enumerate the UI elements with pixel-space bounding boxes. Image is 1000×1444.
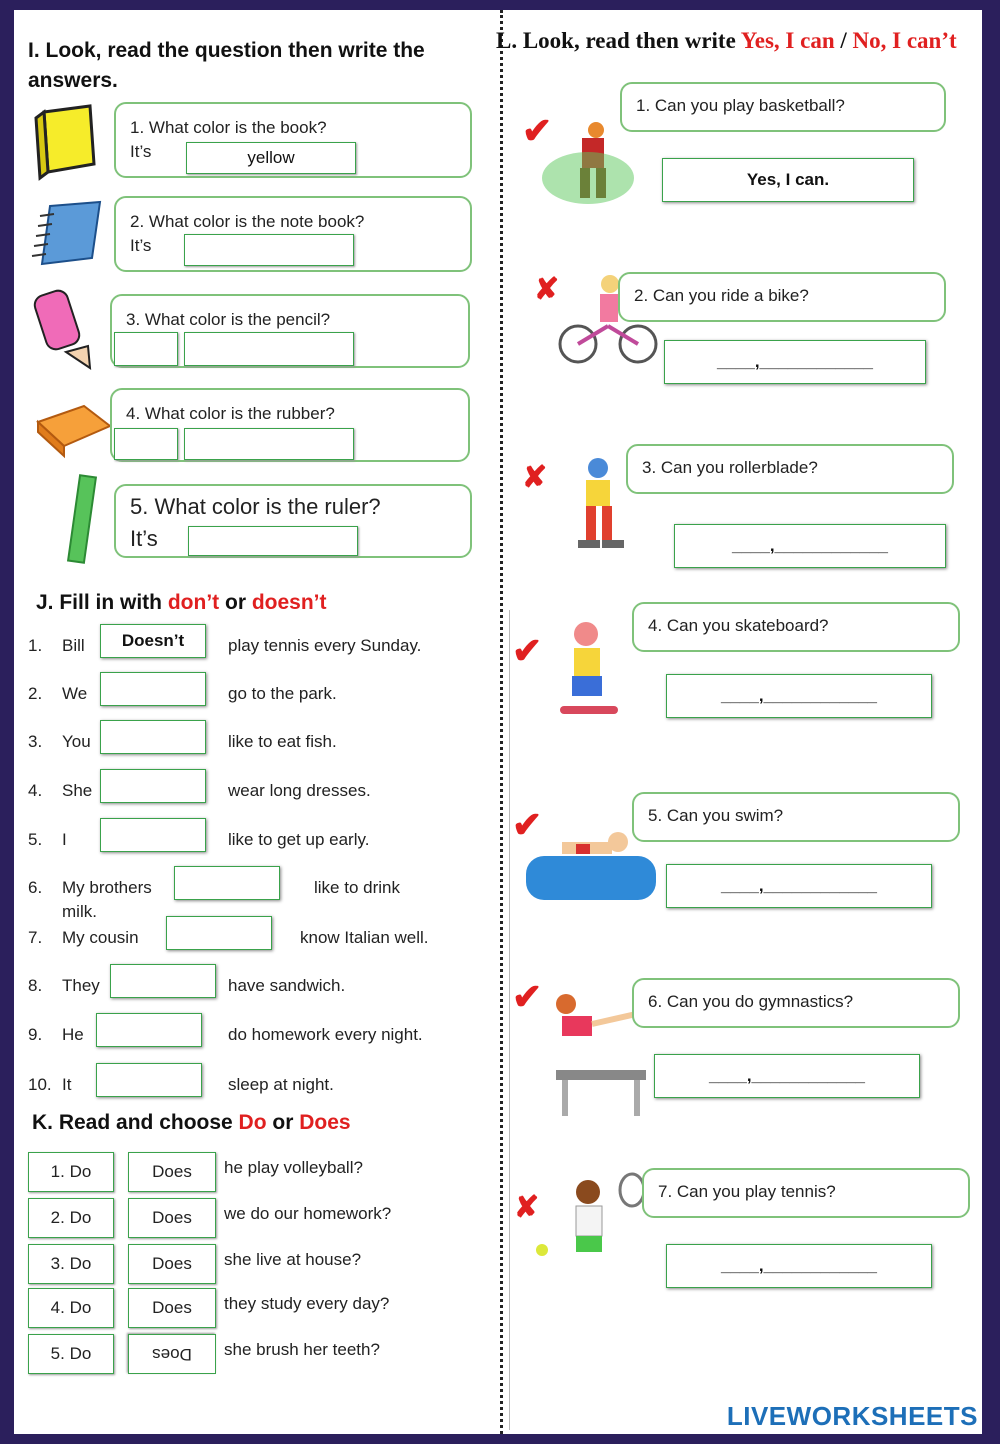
answer-input[interactable]: ____,____________ bbox=[654, 1054, 920, 1098]
question-text: 3. Can you rollerblade? bbox=[642, 458, 818, 477]
choice-sentence: they study every day? bbox=[224, 1294, 390, 1313]
answer-input-1[interactable]: yellow bbox=[186, 142, 356, 174]
answer-input[interactable]: ____,____________ bbox=[666, 864, 932, 908]
question-box bbox=[626, 444, 954, 494]
fill-input[interactable] bbox=[166, 916, 272, 950]
column-divider-thin bbox=[509, 610, 510, 1430]
item-subject: I bbox=[62, 830, 67, 849]
fill-input[interactable] bbox=[96, 1013, 202, 1047]
cross-mark-icon: ✘ bbox=[534, 273, 560, 306]
title-text: J. Fill in with bbox=[36, 591, 168, 614]
question-text: 1. What color is the book? bbox=[130, 118, 327, 137]
fill-input[interactable] bbox=[110, 964, 216, 998]
choice-sentence: he play volleyball? bbox=[224, 1158, 363, 1177]
answer-input-4a[interactable] bbox=[114, 428, 178, 460]
question-box-4 bbox=[110, 388, 470, 462]
keyword-dont: don’t bbox=[167, 591, 220, 614]
section-j-title bbox=[36, 588, 327, 618]
answer-input[interactable]: Yes, I can. bbox=[662, 158, 914, 202]
question-text: 5. Can you swim? bbox=[648, 806, 784, 825]
item-number: 7. bbox=[28, 928, 43, 947]
title-slash: / bbox=[834, 28, 853, 53]
choice-sentence: she live at house? bbox=[224, 1250, 362, 1269]
item-number: 2. bbox=[28, 684, 43, 703]
item-subject: My cousin bbox=[62, 928, 139, 947]
item-subject: They bbox=[62, 976, 100, 995]
choice-does-button[interactable]: Does bbox=[128, 1198, 216, 1238]
item-subject: She bbox=[62, 781, 93, 800]
choice-sentence: she brush her teeth? bbox=[224, 1340, 380, 1359]
worksheet-page bbox=[14, 10, 982, 1434]
title-text: L. Look, read then write bbox=[496, 28, 741, 53]
keyword-do: Do bbox=[238, 1111, 267, 1134]
cross-mark-icon: ✘ bbox=[514, 1191, 540, 1224]
question-text: 6. Can you do gymnastics? bbox=[648, 992, 854, 1011]
item-rest: like to drink bbox=[314, 878, 400, 897]
question-box-2 bbox=[114, 196, 472, 272]
item-number: 4. bbox=[28, 781, 43, 800]
question-box bbox=[618, 272, 946, 322]
item-rest: wear long dresses. bbox=[228, 781, 371, 800]
ruler-icon bbox=[64, 472, 110, 568]
answer-input[interactable]: ____,____________ bbox=[674, 524, 946, 568]
choice-do-button[interactable]: 2. Do bbox=[28, 1198, 114, 1238]
item-rest: play tennis every Sunday. bbox=[228, 636, 422, 655]
fill-input[interactable] bbox=[174, 866, 280, 900]
fill-input[interactable] bbox=[96, 1063, 202, 1097]
item-subject: He bbox=[62, 1025, 84, 1044]
title-or: or bbox=[266, 1111, 300, 1134]
check-mark-icon: ✔ bbox=[512, 976, 543, 1017]
check-mark-icon: ✔ bbox=[512, 804, 543, 845]
title-or: or bbox=[219, 591, 252, 614]
answer-input-5[interactable] bbox=[188, 526, 358, 556]
cross-mark-icon: ✘ bbox=[522, 461, 548, 494]
item-subject: My brothers bbox=[62, 878, 152, 897]
keyword-does: Does bbox=[299, 1111, 351, 1134]
choice-does-button[interactable]: Does bbox=[128, 1152, 216, 1192]
question-box-5 bbox=[114, 484, 472, 558]
choice-does-button[interactable]: Does bbox=[128, 1288, 216, 1328]
keyword-yes: Yes, I can bbox=[740, 28, 835, 53]
item-number: 9. bbox=[28, 1025, 43, 1044]
answer-lead: It’s bbox=[130, 142, 152, 161]
item-subject: It bbox=[62, 1075, 72, 1094]
item-rest: have sandwich. bbox=[228, 976, 346, 995]
rubber-icon bbox=[34, 400, 114, 460]
question-box bbox=[632, 978, 960, 1028]
item-number: 1. bbox=[28, 636, 43, 655]
answer-lead: It’s bbox=[130, 236, 152, 255]
answer-lead: It’s bbox=[130, 526, 158, 551]
question-text: 2. What color is the note book? bbox=[130, 212, 365, 231]
question-text: 3. What color is the pencil? bbox=[126, 310, 331, 329]
answer-input-3b[interactable] bbox=[184, 332, 354, 366]
keyword-doesnt: doesn’t bbox=[251, 591, 327, 614]
keyword-no: No, I can’t bbox=[852, 28, 957, 53]
choice-do-button[interactable]: 3. Do bbox=[28, 1244, 114, 1284]
item-rest: do homework every night. bbox=[228, 1025, 423, 1044]
question-box bbox=[620, 82, 946, 132]
choice-do-button[interactable]: 4. Do bbox=[28, 1288, 114, 1328]
question-box bbox=[642, 1168, 970, 1218]
item-subject: You bbox=[62, 732, 91, 751]
item-subject: Bill bbox=[62, 636, 85, 655]
item-rest: know Italian well. bbox=[300, 928, 429, 947]
choice-does-button[interactable]: Does bbox=[128, 1244, 216, 1284]
section-k-title bbox=[32, 1108, 351, 1138]
item-subject: We bbox=[62, 684, 88, 703]
answer-input[interactable]: ____,____________ bbox=[666, 1244, 932, 1288]
tennis-player-icon bbox=[528, 1172, 658, 1304]
item-number: 10. bbox=[28, 1075, 52, 1094]
item-rest: go to the park. bbox=[228, 684, 337, 703]
answer-input-3a[interactable] bbox=[114, 332, 178, 366]
item-rest: sleep at night. bbox=[228, 1075, 334, 1094]
check-mark-icon: ✔ bbox=[512, 630, 543, 671]
choice-do-button[interactable]: 5. Do bbox=[28, 1334, 114, 1374]
pencil-icon bbox=[30, 282, 106, 372]
choice-do-button[interactable]: 1. Do bbox=[28, 1152, 114, 1192]
notebook-icon bbox=[30, 198, 106, 274]
item-rest-2: milk. bbox=[62, 902, 97, 921]
item-number: 5. bbox=[28, 830, 43, 849]
check-mark-icon: ✔ bbox=[522, 110, 553, 151]
item-number: 6. bbox=[28, 878, 43, 897]
title-text: K. Read and choose bbox=[32, 1111, 239, 1134]
item-number: 8. bbox=[28, 976, 43, 995]
fill-input[interactable] bbox=[100, 672, 206, 706]
question-text: 7. Can you play tennis? bbox=[658, 1182, 836, 1201]
fill-input[interactable] bbox=[100, 818, 206, 852]
liveworksheets-logo: LIVEWORKSHEETS bbox=[726, 1401, 978, 1431]
section-l-title bbox=[496, 26, 966, 56]
answer-input[interactable]: ____,____________ bbox=[666, 674, 932, 718]
section-i-title: I. Look, read the question then write the answers. bbox=[28, 39, 425, 92]
question-box-1 bbox=[114, 102, 472, 178]
item-rest: like to eat fish. bbox=[228, 732, 337, 751]
answer-input-4b[interactable] bbox=[184, 428, 354, 460]
item-rest: like to get up early. bbox=[228, 830, 370, 849]
fill-input[interactable]: Doesn’t bbox=[100, 624, 206, 658]
item-number: 3. bbox=[28, 732, 43, 751]
question-text: 2. Can you ride a bike? bbox=[634, 286, 809, 305]
column-divider bbox=[500, 10, 503, 1434]
choice-does-button[interactable]: Does bbox=[128, 1334, 216, 1374]
question-box-3 bbox=[110, 294, 470, 368]
question-text: 1. Can you play basketball? bbox=[636, 96, 845, 115]
question-text: 5. What color is the ruler? bbox=[130, 494, 381, 519]
question-box bbox=[632, 602, 960, 652]
book-icon bbox=[30, 102, 102, 182]
question-text: 4. Can you skateboard? bbox=[648, 616, 829, 635]
fill-input[interactable] bbox=[100, 720, 206, 754]
fill-input[interactable] bbox=[100, 769, 206, 803]
question-box bbox=[632, 792, 960, 842]
question-text: 4. What color is the rubber? bbox=[126, 404, 335, 423]
answer-input[interactable]: ____,____________ bbox=[664, 340, 926, 384]
answer-input-2[interactable] bbox=[184, 234, 354, 266]
choice-sentence: we do our homework? bbox=[224, 1204, 392, 1223]
